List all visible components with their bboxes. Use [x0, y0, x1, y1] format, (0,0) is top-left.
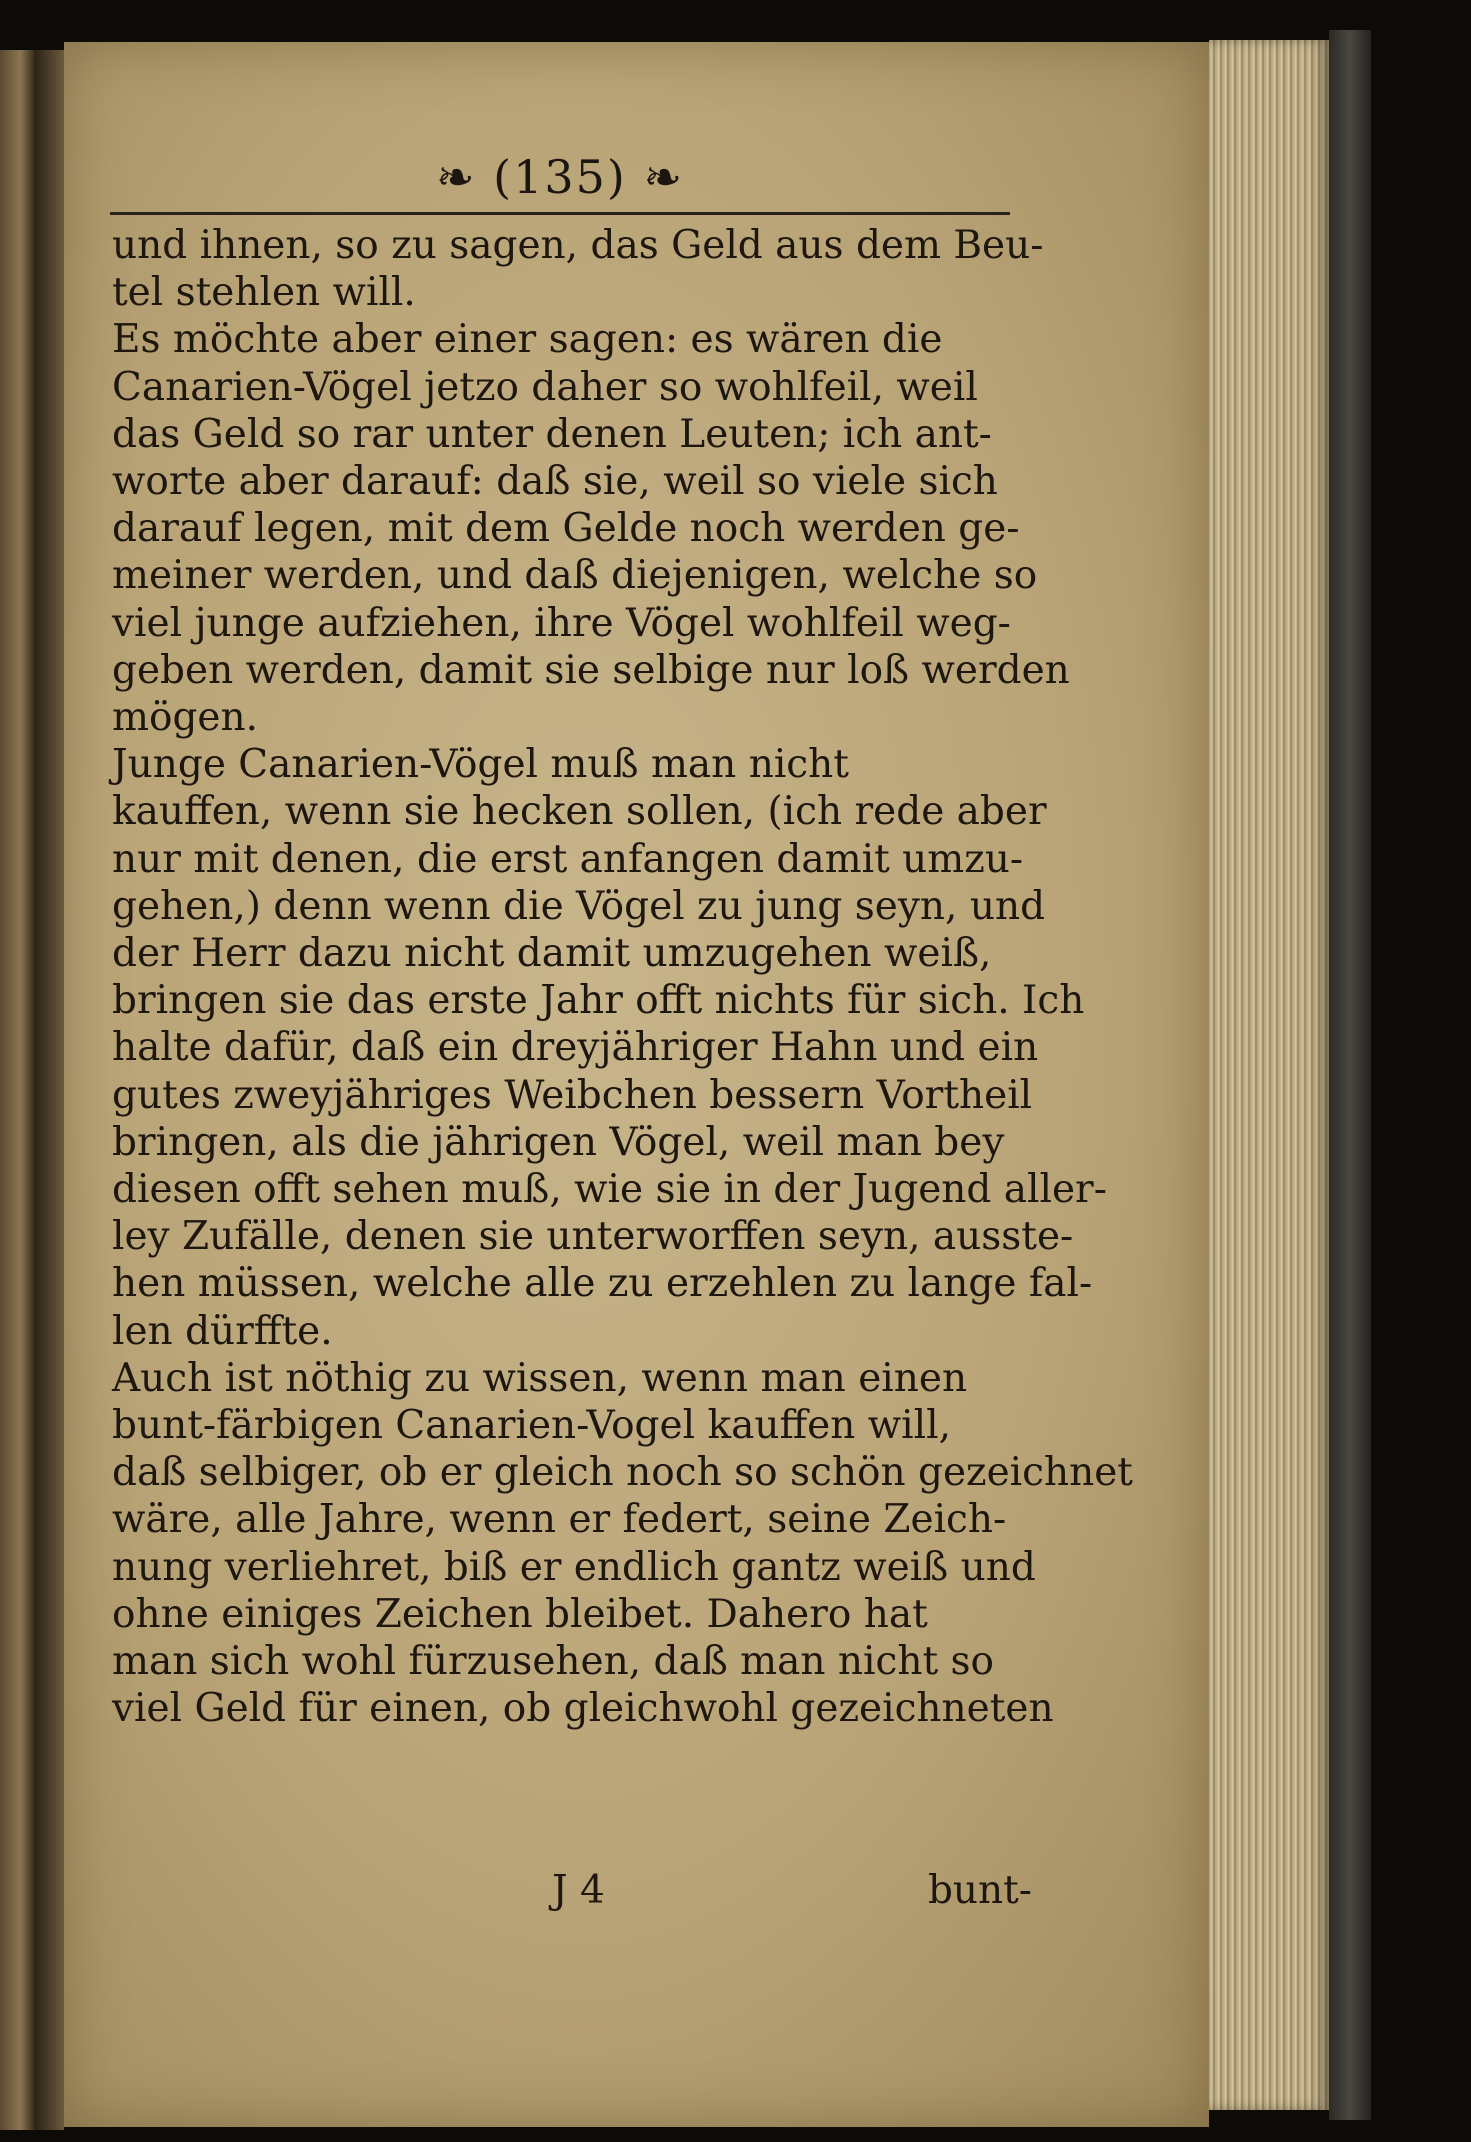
page-block-edges [1209, 40, 1329, 2110]
text-line: bringen, als die jährigen Vögel, weil man bey [112, 1119, 1005, 1165]
text-line: ley Zufälle, denen sie unterworffen seyn, ausste- [112, 1214, 1074, 1260]
text-line: geben werden, damit sie selbige nur loß werden [112, 647, 1070, 693]
header-rule [110, 212, 1010, 215]
text-line: hen müssen, welche alle zu erzehlen zu lange fal- [112, 1261, 1093, 1307]
text-line: kauffen, wenn sie hecken sollen, (ich rede aber [112, 789, 1047, 835]
text-line: diesen offt sehen muß, wie sie in der Jugend aller- [112, 1167, 1107, 1213]
body-text [112, 222, 1133, 1733]
text-line: man sich wohl fürzusehen, daß man nicht so [112, 1639, 995, 1685]
text-line: gutes zweyjähriges Weibchen bessern Vortheil [112, 1072, 1033, 1118]
text-line: tel stehlen will. [112, 270, 416, 316]
text-line: der Herr dazu nicht damit umzugehen weiß, [112, 931, 992, 977]
text-line: mögen. [112, 695, 259, 741]
text-line: ohne einiges Zeichen bleibet. Dahero hat [112, 1591, 928, 1637]
signature-mark: J 4 [552, 1868, 605, 1913]
text-line: worte aber darauf: daß sie, weil so viele sich [112, 459, 998, 505]
text-line: halte dafür, daß ein dreyjähriger Hahn und ein [112, 1025, 1039, 1071]
page-header [110, 150, 1010, 220]
book-gutter [34, 50, 64, 2130]
text-line: und ihnen, so zu sagen, das Geld aus dem Beu- [112, 223, 1044, 268]
text-line: bringen sie das erste Jahr offt nichts für sich. Ich [112, 978, 1085, 1024]
text-line: Canarien-Vögel jetzo daher so wohlfeil, weil [112, 364, 978, 410]
book-cover-edge [1329, 30, 1371, 2120]
text-line: nung verliehret, biß er endlich gantz weiß und [112, 1544, 1036, 1590]
text-line: darauf legen, mit dem Gelde noch werden ge- [112, 506, 1020, 552]
facing-page-edge [0, 50, 34, 2130]
text-line: nur mit denen, die erst anfangen damit umzu- [112, 836, 1024, 882]
text-line: Es möchte aber einer sagen: es wären die [112, 317, 943, 363]
text-line: wäre, alle Jahre, wenn er federt, seine Zeich- [112, 1497, 1007, 1543]
catchword: bunt- [927, 1868, 1032, 1913]
text-line: Junge Canarien-Vögel muß man nicht [112, 742, 849, 788]
text-line: bunt-färbigen Canarien-Vogel kauffen will, [112, 1403, 951, 1449]
text-line: das Geld so rar unter denen Leuten; ich ant- [112, 411, 992, 457]
text-line: viel junge aufziehen, ihre Vögel wohlfeil weg- [112, 600, 1011, 646]
page-footer [112, 1868, 1032, 1918]
text-line: len dürffte. [112, 1308, 333, 1354]
text-line: meiner werden, und daß diejenigen, welche so [112, 553, 1038, 599]
page-number-heading: ❧ (135) ❧ [435, 150, 685, 204]
text-line: Auch ist nöthig zu wissen, wenn man einen [112, 1355, 968, 1401]
text-line: gehen,) denn wenn die Vögel zu jung seyn, und [112, 883, 1046, 929]
text-line: viel Geld für einen, ob gleichwohl gezeichneten [112, 1686, 1054, 1732]
text-line: daß selbiger, ob er gleich noch so schön gezeichnet [112, 1450, 1133, 1496]
